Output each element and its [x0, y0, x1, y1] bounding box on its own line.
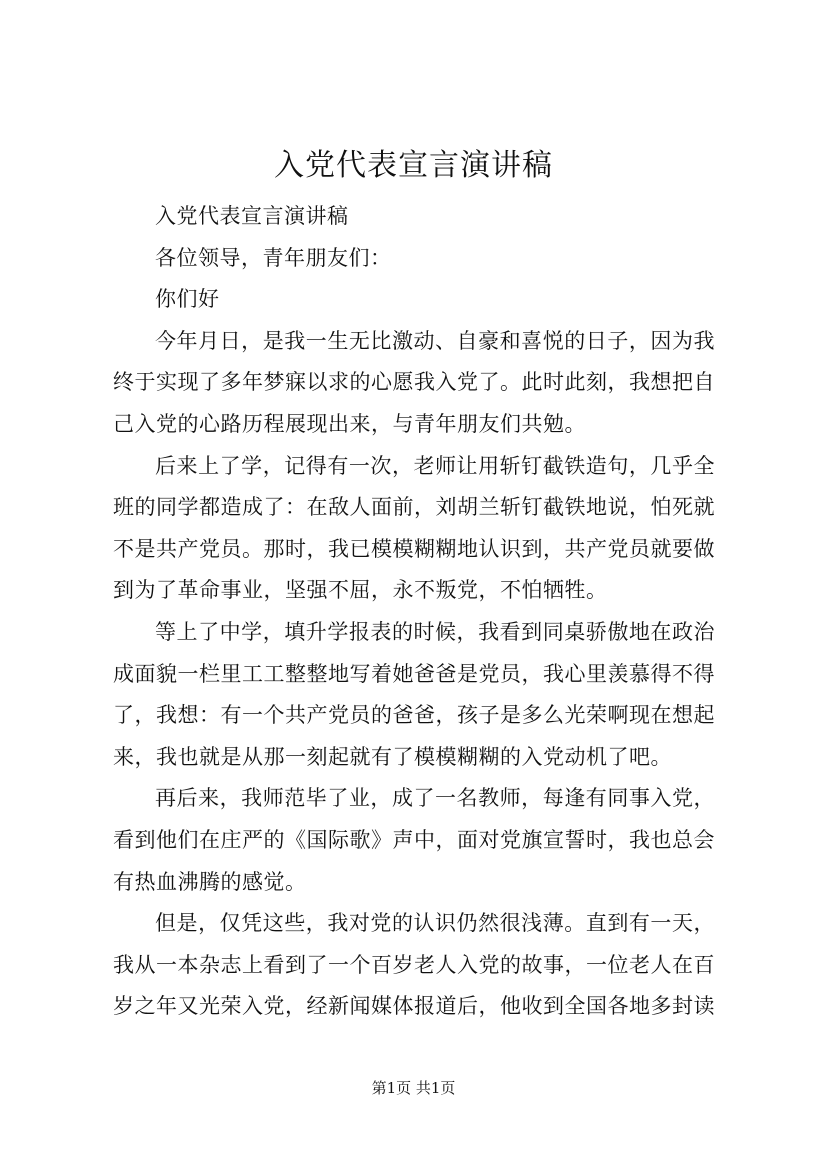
paragraph: 后来上了学，记得有一次，老师让用斩钉截铁造句，几乎全班的同学都造成了：在敌人面前，刘胡兰斩钉截铁地说，怕死就不是共产党员。那时，我已模模糊糊地认识到，共产党员就要做到为了革命事业，坚强不屈，永不叛党，不怕牺牲。: [113, 453, 715, 603]
paragraph-salutation: 各位领导，青年朋友们：: [155, 245, 392, 270]
paragraph: 等上了中学，填升学报表的时候，我看到同桌骄傲地在政治成面貌一栏里工工整整地写着她爸爸是党员，我心里羡慕得不得了，我想：有一个共产党员的爸爸，孩子是多么光荣啊现在想起来，我也就是从那一刻起就有了模模糊糊的入党动机了吧。: [113, 619, 715, 769]
paragraph-heading: 入党代表宣言演讲稿: [155, 204, 349, 228]
page-number-footer: 第1页 共1页: [371, 1079, 456, 1097]
paragraph: 但是，仅凭这些，我对党的认识仍然很浅薄。直到有一天，我从一本杂志上看到了一个百岁老人入党的故事，一位老人在百岁之年又光荣入党，经新闻媒体报道后，他收到全国各地多封读: [113, 911, 715, 1019]
paragraph-greeting: 你们好: [155, 287, 220, 312]
document-body: [113, 196, 715, 1028]
paragraph: 再后来，我师范毕了业，成了一名教师，每逢有同事入党，看到他们在庄严的《国际歌》声中，面对党旗宣誓时，我也总会有热血沸腾的感觉。: [113, 786, 715, 894]
paragraph: 今年月日，是我一生无比激动、自豪和喜悦的日子，因为我终于实现了多年梦寐以求的心愿我入党了。此时此刻，我想把自己入党的心路历程展现出来，与青年朋友们共勉。: [113, 328, 715, 436]
document-title: 入党代表宣言演讲稿: [274, 148, 553, 183]
